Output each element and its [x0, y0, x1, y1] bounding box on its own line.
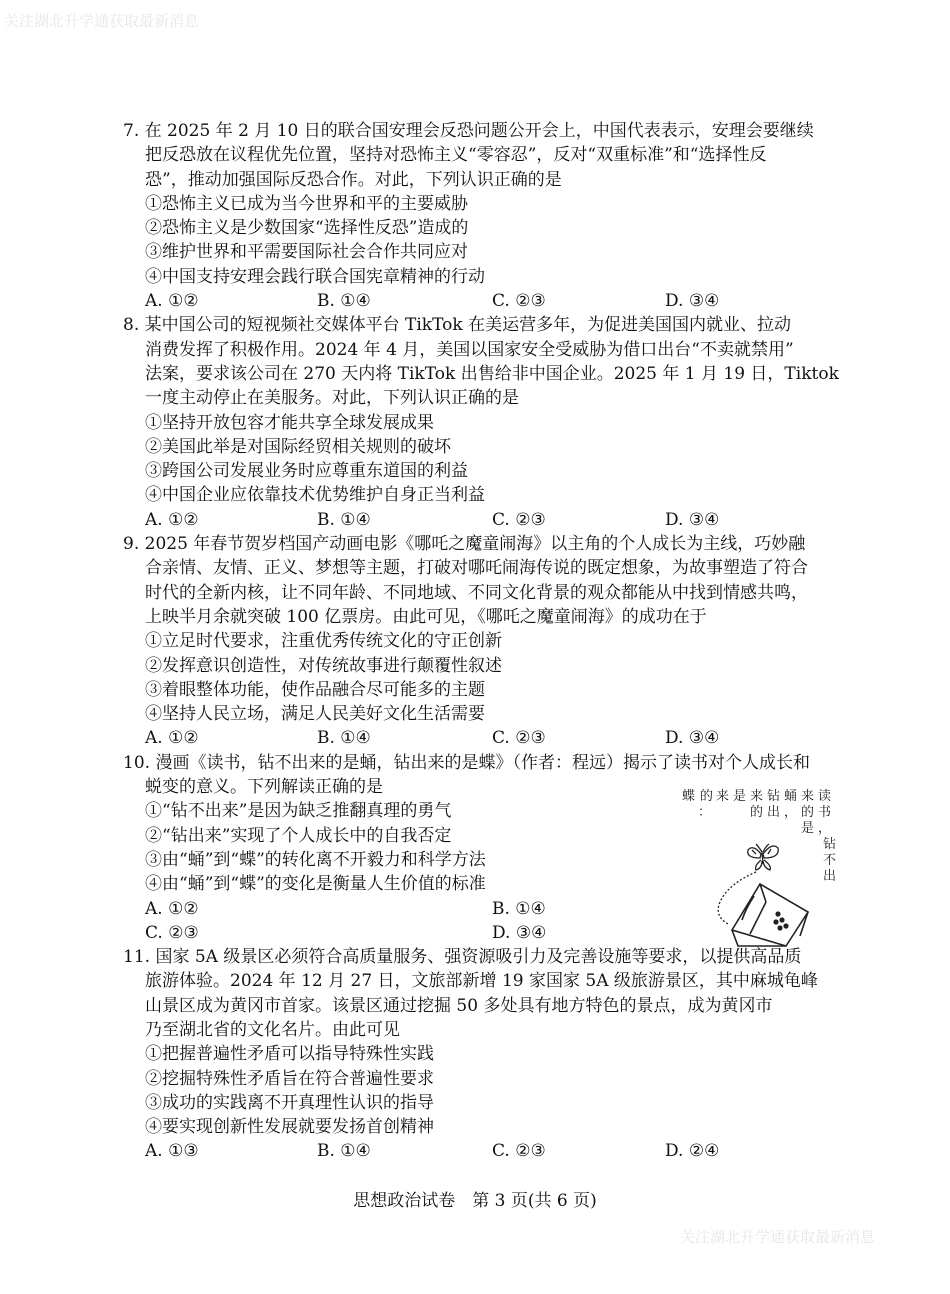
question-stem-line: 一度主动停止在美服务。对此，下列认识正确的是: [145, 388, 519, 409]
question-stem-line: 恐”，推动加强国际反恐合作。对此，下列认识正确的是: [145, 169, 562, 190]
choice-b: B. ①④: [317, 1141, 371, 1162]
svg-text:出: 出: [767, 805, 781, 820]
question-stem-line: 法案，要求该公司在 270 天内将 TikTok 出售给非中国企业。2025 年 1 月 19 日，Tiktok: [145, 363, 839, 384]
question-stem-line: 消费发挥了积极作用。2024 年 4 月，美国以国家安全受威胁为借口出台“不卖就禁用”: [145, 339, 794, 360]
question-stem-line: 11. 国家 5A 级景区必须符合高质量服务、强资源吸引力及完善设施等要求，以提供高品质: [123, 947, 802, 968]
svg-text:书: 书: [818, 805, 832, 820]
svg-text:是: 是: [801, 821, 815, 836]
choice-b: B. ①④: [317, 291, 371, 312]
question-stem-line: 旅游体验。2024 年 12 月 27 日，文旅部新增 19 家国家 5A 级旅游景区，其中麻城龟峰: [145, 971, 818, 992]
svg-text:蝶: 蝶: [682, 789, 696, 804]
choice-c: C. ②③: [492, 1141, 546, 1162]
svg-text:读: 读: [818, 789, 832, 804]
svg-text:来: 来: [750, 789, 764, 804]
choice-a: A. ①②: [145, 728, 199, 749]
choice-a: A. ①②: [145, 291, 199, 312]
statement-option: ①立足时代要求，注重优秀传统文化的守正创新: [145, 631, 502, 652]
svg-text:蛹: 蛹: [784, 789, 798, 804]
svg-text:的: 的: [700, 789, 714, 804]
answer-choices: [123, 1139, 833, 1163]
answer-choices: [123, 726, 833, 750]
question-stem-line: 9. 2025 年春节贺岁档国产动画电影《哪吒之魔童闹海》以主角的个人成长为主线，巧妙融: [123, 534, 806, 555]
choice-a: A. ①②: [145, 509, 199, 530]
choice-c: C. ②③: [145, 922, 199, 943]
question-stem-line: 合亲情、友情、正义、梦想等主题，打破对哪吒闹海传说的既定想象，为故事塑造了符合: [145, 558, 808, 579]
question-8: [123, 313, 839, 532]
choice-d: D. ③④: [665, 728, 720, 749]
choice-d: D. ③④: [665, 509, 720, 530]
statement-option: ④中国支持安理会践行联合国宪章精神的行动: [145, 266, 485, 287]
question-stem-line: 时代的全新内核，让不同年龄、不同地域、不同文化背景的观众都能从中找到情感共鸣，: [145, 582, 808, 603]
watermark-top: 关注湖北升学通获取最新消息: [4, 12, 200, 30]
statement-option: ④坚持人民立场，满足人民美好文化生活需要: [145, 704, 485, 725]
statement-option: ②挖掘特殊性矛盾旨在符合普遍性要求: [145, 1068, 434, 1089]
question-stem-line: 蜕变的意义。下列解读正确的是: [145, 777, 383, 798]
question-stem-line: 山景区成为黄冈市首家。该景区通过挖掘 50 多处具有地方特色的景点，成为黄冈市: [145, 995, 773, 1016]
cartoon-caption: [682, 788, 836, 884]
statement-option: ②发挥意识创造性，对传统故事进行颠覆性叙述: [145, 655, 502, 676]
question-11: [123, 945, 833, 1164]
choice-d: D. ③④: [665, 291, 720, 312]
statement-option: ④要实现创新性发展就要发扬首创精神: [145, 1117, 434, 1138]
choice-c: C. ②③: [492, 509, 546, 530]
choice-c: C. ②③: [492, 291, 546, 312]
svg-text:来: 来: [801, 789, 815, 804]
svg-text:是: 是: [733, 789, 747, 804]
question-7: [123, 119, 833, 313]
svg-text:来: 来: [716, 789, 730, 804]
butterfly-icon: [748, 844, 778, 870]
statement-option: ④由“蛹”到“蝶”的变化是衡量人生价值的标准: [145, 874, 486, 895]
statement-option: ①“钻不出来”是因为缺乏推翻真理的勇气: [145, 801, 452, 822]
svg-text:不: 不: [823, 853, 837, 868]
question-stem-line: 10. 漫画《读书，钻不出来的是蛹，钻出来的是蝶》（作者：程远）揭示了读书对个人成长和: [123, 752, 810, 773]
question-stem-line: 把反恐放在议程优先位置，坚持对恐怖主义“零容忍”，反对“双重标准”和“选择性反: [145, 145, 767, 166]
statement-option: ④中国企业应依靠技术优势维护自身正当利益: [145, 485, 485, 506]
statement-option: ③维护世界和平需要国际社会合作共同应对: [145, 242, 468, 263]
exam-content: [123, 119, 839, 1164]
choice-d: D. ②④: [665, 1141, 720, 1162]
statement-option: ②美国此举是对国际经贸相关规则的破坏: [145, 436, 451, 457]
statement-option: ③着眼整体功能，使作品融合尽可能多的主题: [145, 679, 485, 700]
book-icon: [732, 884, 808, 946]
choice-d: D. ③④: [492, 922, 547, 943]
choice-b: B. ①④: [317, 509, 371, 530]
svg-text:钻: 钻: [767, 789, 781, 804]
question-stem-line: 乃至湖北省的文化名片。由此可见: [145, 1019, 400, 1040]
statement-option: ③由“蛹”到“蝶”的转化离不开毅力和科学方法: [145, 849, 486, 870]
cartoon-illustration: [668, 784, 838, 949]
statement-option: ①坚持开放包容才能共享全球发展成果: [145, 412, 434, 433]
choice-b: B. ①④: [317, 728, 371, 749]
flight-path: [718, 872, 756, 924]
svg-text:出: 出: [823, 869, 837, 884]
watermark-bottom: 关注湖北升学通获取最新消息: [680, 1228, 876, 1246]
svg-text:的: 的: [801, 805, 815, 820]
choice-b: B. ①④: [492, 898, 546, 919]
page-footer: 思想政治试卷 第 3 页(共 6 页): [353, 1191, 597, 1211]
question-stem-line: 上映半月余就突破 100 亿票房。由此可见，《哪吒之魔童闹海》的成功在于: [145, 606, 707, 627]
cartoon-drawing: [668, 784, 838, 949]
statement-option: ②“钻出来”实现了个人成长中的自我否定: [145, 825, 452, 846]
choice-c: C. ②③: [492, 728, 546, 749]
statement-option: ①把握普遍性矛盾可以指导特殊性实践: [145, 1044, 434, 1065]
question-stem-line: 8. 某中国公司的短视频社交媒体平台 TikTok 在美运营多年，为促进美国国内就业、拉动: [123, 315, 792, 336]
answer-choices: [123, 289, 833, 313]
statement-option: ③跨国公司发展业务时应尊重东道国的利益: [145, 461, 468, 482]
answer-choices: [123, 508, 833, 532]
svg-text:，: ，: [818, 821, 832, 836]
question-stem-line: 7. 在 2025 年 2 月 10 日的联合国安理会反恐问题公开会上，中国代表表示，安理会要继续: [123, 121, 814, 141]
choice-a: A. ①②: [145, 898, 199, 919]
svg-text:，: ，: [784, 805, 798, 820]
choice-a: A. ①③: [145, 1141, 199, 1162]
statement-option: ③成功的实践离不开真理性认识的指导: [145, 1092, 434, 1113]
statement-option: ①恐怖主义已成为当今世界和平的主要威胁: [145, 193, 468, 214]
question-9: [123, 532, 833, 751]
svg-text:：: ：: [698, 805, 712, 820]
svg-text:钻: 钻: [823, 837, 837, 852]
svg-text:的: 的: [750, 805, 764, 820]
statement-option: ②恐怖主义是少数国家“选择性反恐”造成的: [145, 218, 469, 239]
